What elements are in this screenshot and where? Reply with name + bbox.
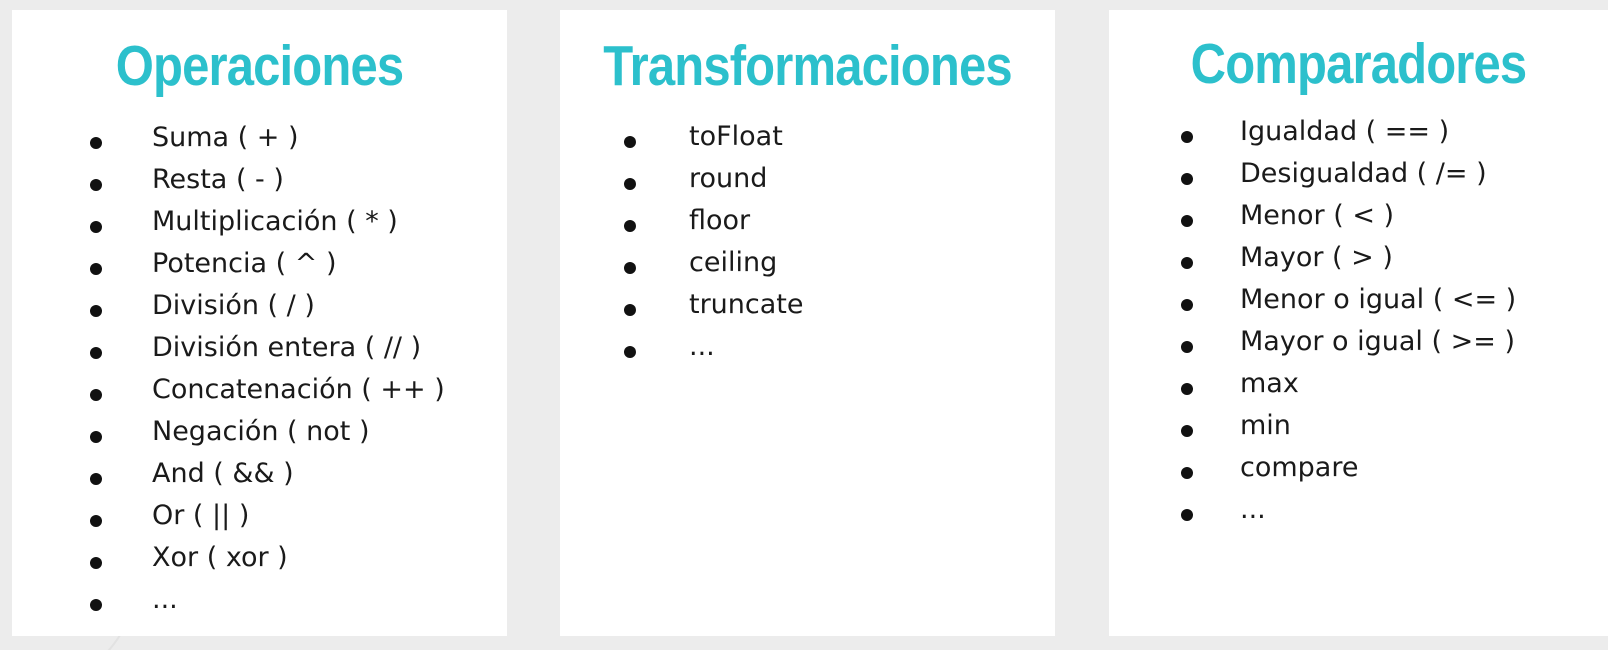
- list-item-text: Desigualdad ( /= ): [1240, 158, 1487, 189]
- bullet-icon: [624, 304, 636, 316]
- bullet-icon: [90, 473, 102, 485]
- bullet-icon: [624, 346, 636, 358]
- list-item-text: ...: [152, 584, 178, 615]
- list-item-text: Xor ( xor ): [152, 542, 288, 573]
- list-item-text: Concatenación ( ++ ): [152, 374, 445, 405]
- bullet-icon: [624, 136, 636, 148]
- list-item: [12, 159, 482, 201]
- list-item-text: Multiplicación ( * ): [152, 206, 398, 237]
- list-item-text: Negación ( not ): [152, 416, 370, 447]
- bullet-icon: [624, 220, 636, 232]
- list-item-text: Resta ( - ): [152, 164, 284, 195]
- bullet-icon: [90, 347, 102, 359]
- bullet-icon: [1181, 509, 1193, 521]
- bullet-icon: [90, 137, 102, 149]
- list-item: [12, 579, 482, 621]
- list-item-text: compare: [1240, 452, 1359, 483]
- list-item: [1109, 195, 1579, 237]
- list-item: [560, 158, 1030, 200]
- list-item-text: Igualdad ( == ): [1240, 116, 1450, 147]
- list-item: [12, 201, 482, 243]
- list-item-text: Or ( || ): [152, 500, 250, 531]
- list-item-text: División entera ( // ): [152, 332, 422, 363]
- card-title: Transformaciones: [603, 34, 1012, 98]
- list-item: [1109, 237, 1579, 279]
- operaciones-card: [12, 10, 507, 636]
- list-item-text: round: [689, 163, 768, 194]
- list-item-text: min: [1240, 410, 1291, 441]
- list-item: [1109, 279, 1579, 321]
- comparadores-card: [1109, 10, 1608, 636]
- list-item-text: ceiling: [689, 247, 778, 278]
- bullet-list: [560, 116, 1030, 368]
- bullet-icon: [90, 599, 102, 611]
- bullet-icon: [1181, 257, 1193, 269]
- bullet-icon: [1181, 425, 1193, 437]
- list-item-text: Mayor ( > ): [1240, 242, 1393, 273]
- list-item: [12, 243, 482, 285]
- list-item-text: floor: [689, 205, 751, 236]
- list-item-text: toFloat: [689, 121, 783, 152]
- card-title: Operaciones: [115, 34, 404, 98]
- list-item: [12, 411, 482, 453]
- list-item-text: Mayor o igual ( >= ): [1240, 326, 1515, 357]
- list-item: [1109, 405, 1579, 447]
- list-item-text: max: [1240, 368, 1299, 399]
- list-item: [12, 537, 482, 579]
- list-item-text: Suma ( + ): [152, 122, 299, 153]
- bullet-icon: [1181, 383, 1193, 395]
- transformaciones-card: [560, 10, 1055, 636]
- bullet-icon: [90, 263, 102, 275]
- card-title: Comparadores: [1190, 32, 1527, 96]
- list-item: [560, 284, 1030, 326]
- bullet-icon: [1181, 215, 1193, 227]
- bullet-icon: [1181, 467, 1193, 479]
- list-item: [12, 117, 482, 159]
- bullet-list: [12, 117, 482, 621]
- list-item: [1109, 447, 1579, 489]
- bullet-icon: [90, 515, 102, 527]
- list-item-text: ...: [689, 331, 715, 362]
- list-item: [12, 495, 482, 537]
- list-item: [12, 285, 482, 327]
- bullet-icon: [1181, 299, 1193, 311]
- bullet-list: [1109, 111, 1579, 531]
- bullet-icon: [624, 262, 636, 274]
- list-item: [1109, 321, 1579, 363]
- bullet-icon: [90, 179, 102, 191]
- bullet-icon: [90, 431, 102, 443]
- list-item: [1109, 111, 1579, 153]
- list-item: [560, 200, 1030, 242]
- list-item: [1109, 363, 1579, 405]
- bullet-icon: [90, 305, 102, 317]
- list-item: [12, 327, 482, 369]
- list-item: [560, 242, 1030, 284]
- list-item-text: truncate: [689, 289, 804, 320]
- list-item: [12, 453, 482, 495]
- list-item-text: Potencia ( ^ ): [152, 248, 337, 279]
- list-item: [1109, 489, 1579, 531]
- bullet-icon: [1181, 131, 1193, 143]
- bullet-icon: [90, 557, 102, 569]
- list-item: [1109, 153, 1579, 195]
- list-item-text: Menor ( < ): [1240, 200, 1395, 231]
- list-item: [12, 369, 482, 411]
- list-item-text: And ( && ): [152, 458, 294, 489]
- list-item: [560, 326, 1030, 368]
- list-item-text: ...: [1240, 494, 1266, 525]
- list-item: [560, 116, 1030, 158]
- bullet-icon: [90, 389, 102, 401]
- bullet-icon: [1181, 341, 1193, 353]
- bullet-icon: [1181, 173, 1193, 185]
- bullet-icon: [90, 221, 102, 233]
- list-item-text: Menor o igual ( <= ): [1240, 284, 1517, 315]
- list-item-text: División ( / ): [152, 290, 315, 321]
- bullet-icon: [624, 178, 636, 190]
